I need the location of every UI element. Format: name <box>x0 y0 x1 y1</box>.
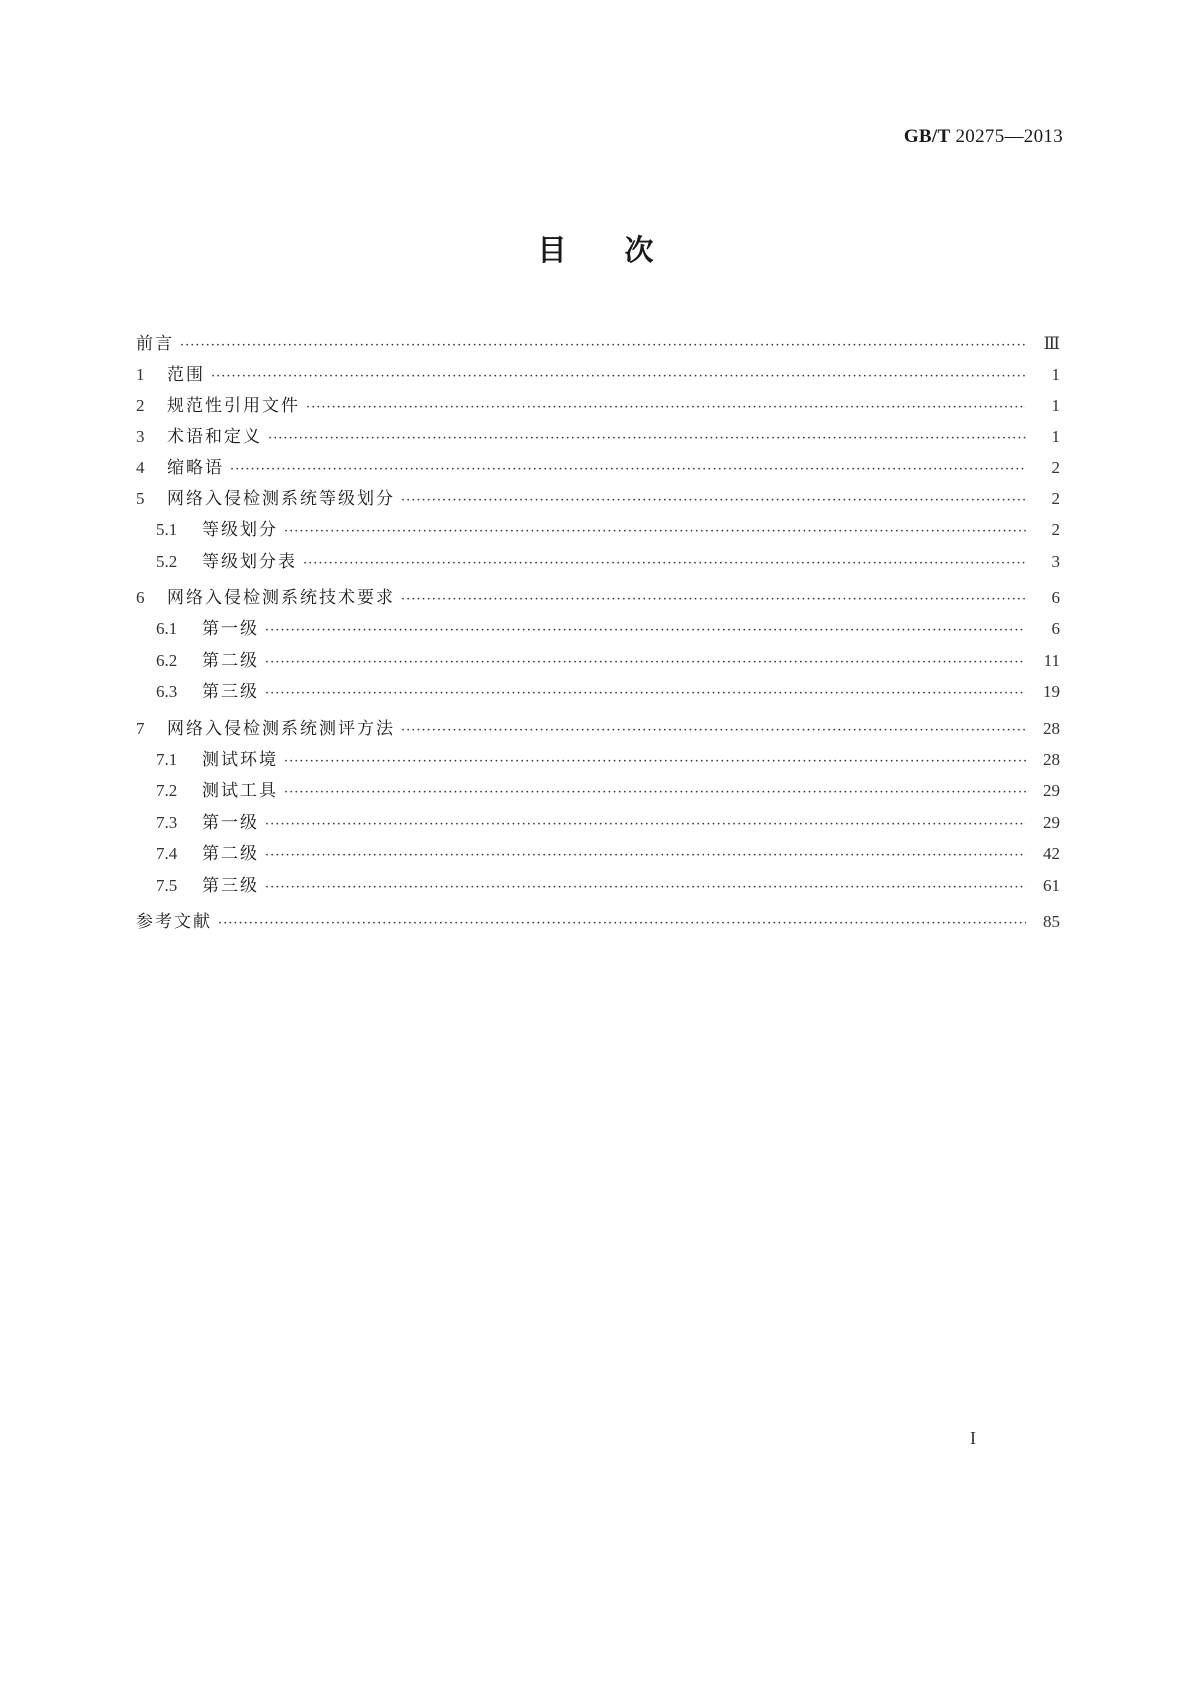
toc-entry-label: 网络入侵检测系统测评方法 <box>167 718 395 739</box>
toc-entry[interactable] <box>136 906 1060 937</box>
toc-entry-label: 前言 <box>136 334 174 354</box>
toc-entry-label: 第一级 <box>202 812 259 833</box>
toc-entry-page: 1 <box>1051 427 1060 446</box>
toc-entry[interactable] <box>136 807 1060 839</box>
toc-leader-dots <box>401 584 1026 615</box>
toc-entry[interactable] <box>136 613 1060 645</box>
toc-leader-dots <box>265 840 1026 872</box>
toc-entry-number: 7.2 <box>156 781 178 800</box>
toc-entry-label: 第三级 <box>202 682 259 702</box>
toc-entry-label: 规范性引用文件 <box>167 396 300 416</box>
toc-entry-number: 6.1 <box>156 619 178 638</box>
toc-entry-page: 1 <box>1051 365 1060 384</box>
page-title-char-1: 目 <box>537 233 567 267</box>
toc-entry-number: 5.1 <box>156 520 178 539</box>
toc-entry[interactable] <box>136 645 1060 677</box>
toc-entry-number: 1 <box>136 365 145 384</box>
toc-entry-page: 6 <box>1051 588 1060 607</box>
table-of-contents <box>136 328 1060 937</box>
toc-entry-label: 第二级 <box>202 650 259 671</box>
toc-entry-page: 28 <box>1043 749 1060 769</box>
toc-entry-label: 网络入侵检测系统技术要求 <box>167 588 395 608</box>
toc-entry-page: 6 <box>1051 619 1060 638</box>
toc-leader-dots <box>303 548 1026 580</box>
toc-entry-number: 7.3 <box>156 812 178 832</box>
toc-entry-page: 19 <box>1043 682 1060 701</box>
toc-leader-dots <box>265 809 1026 841</box>
standard-code <box>904 126 1063 148</box>
toc-entry-number: 5.2 <box>156 551 178 571</box>
toc-entry[interactable] <box>136 328 1060 359</box>
toc-entry-number: 6.3 <box>156 682 178 701</box>
toc-entry-label: 第一级 <box>202 619 259 639</box>
toc-leader-dots <box>401 715 1026 746</box>
toc-entry-label: 等级划分 <box>202 520 278 540</box>
toc-entry[interactable] <box>136 838 1060 870</box>
toc-entry-label: 参考文献 <box>136 912 212 932</box>
toc-entry-page: 2 <box>1051 458 1060 477</box>
toc-entry-page: 3 <box>1051 551 1060 571</box>
toc-entry[interactable] <box>136 390 1060 421</box>
toc-entry-label: 测试环境 <box>202 749 278 770</box>
toc-entry[interactable] <box>136 870 1060 902</box>
toc-leader-dots <box>306 392 1026 423</box>
toc-leader-dots <box>284 516 1026 548</box>
toc-entry-number: 7.5 <box>156 875 178 895</box>
standard-code-prefix: GB/T <box>903 126 951 147</box>
toc-entry-number: 2 <box>136 396 145 415</box>
toc-entry-page: 1 <box>1051 396 1060 415</box>
page-title-char-2: 次 <box>624 233 654 267</box>
toc-entry-number: 6 <box>136 588 145 607</box>
toc-entry-number: 5 <box>136 489 145 508</box>
toc-entry-page: 2 <box>1051 520 1060 539</box>
toc-entry-page: 29 <box>1043 812 1060 832</box>
toc-entry[interactable] <box>136 775 1060 807</box>
page-number: I <box>970 1428 976 1448</box>
toc-entry-number: 7.4 <box>156 844 178 863</box>
toc-entry[interactable] <box>136 713 1060 744</box>
toc-leader-dots <box>401 485 1026 516</box>
toc-entry-label: 网络入侵检测系统等级划分 <box>167 489 395 509</box>
toc-entry-page: 42 <box>1043 844 1060 863</box>
toc-entry-label: 缩略语 <box>167 458 224 478</box>
toc-leader-dots <box>265 615 1026 647</box>
toc-leader-dots <box>211 361 1026 392</box>
toc-leader-dots <box>265 678 1026 710</box>
toc-entry[interactable] <box>136 744 1060 776</box>
toc-entry-number: 6.2 <box>156 650 178 670</box>
toc-entry[interactable] <box>136 546 1060 578</box>
toc-entry-number: 7 <box>136 718 145 738</box>
toc-entry-number: 3 <box>136 427 145 446</box>
toc-entry[interactable] <box>136 359 1060 390</box>
toc-entry-label: 范围 <box>167 365 205 385</box>
toc-entry-page: 11 <box>1043 650 1060 670</box>
toc-entry-number: 7.1 <box>156 749 178 769</box>
toc-entry-page: 61 <box>1043 875 1060 895</box>
toc-leader-dots <box>284 746 1026 778</box>
toc-leader-dots <box>180 330 1026 361</box>
toc-entry-page: 29 <box>1043 781 1060 800</box>
toc-leader-dots <box>265 647 1026 679</box>
page-title <box>0 228 1191 269</box>
toc-leader-dots <box>268 423 1026 454</box>
toc-entry[interactable] <box>136 421 1060 452</box>
toc-leader-dots <box>218 908 1026 939</box>
toc-entry-label: 术语和定义 <box>167 427 262 447</box>
toc-entry-label: 第三级 <box>202 875 259 896</box>
toc-entry-label: 第二级 <box>202 844 259 864</box>
toc-entry[interactable] <box>136 483 1060 514</box>
toc-entry-label: 测试工具 <box>202 781 278 801</box>
toc-entry[interactable] <box>136 676 1060 708</box>
toc-entry[interactable] <box>136 582 1060 613</box>
toc-leader-dots <box>230 454 1026 485</box>
toc-leader-dots <box>265 872 1026 904</box>
toc-entry-page: Ⅲ <box>1043 334 1060 353</box>
toc-entry-label: 等级划分表 <box>202 551 297 572</box>
standard-code-number: 20275—2013 <box>955 126 1063 147</box>
toc-entry-number: 4 <box>136 458 145 477</box>
toc-entry[interactable] <box>136 514 1060 546</box>
toc-leader-dots <box>284 777 1026 809</box>
toc-entry-page: 85 <box>1043 912 1060 931</box>
toc-entry-page: 28 <box>1043 718 1060 738</box>
toc-entry[interactable] <box>136 452 1060 483</box>
toc-entry-page: 2 <box>1051 489 1060 508</box>
